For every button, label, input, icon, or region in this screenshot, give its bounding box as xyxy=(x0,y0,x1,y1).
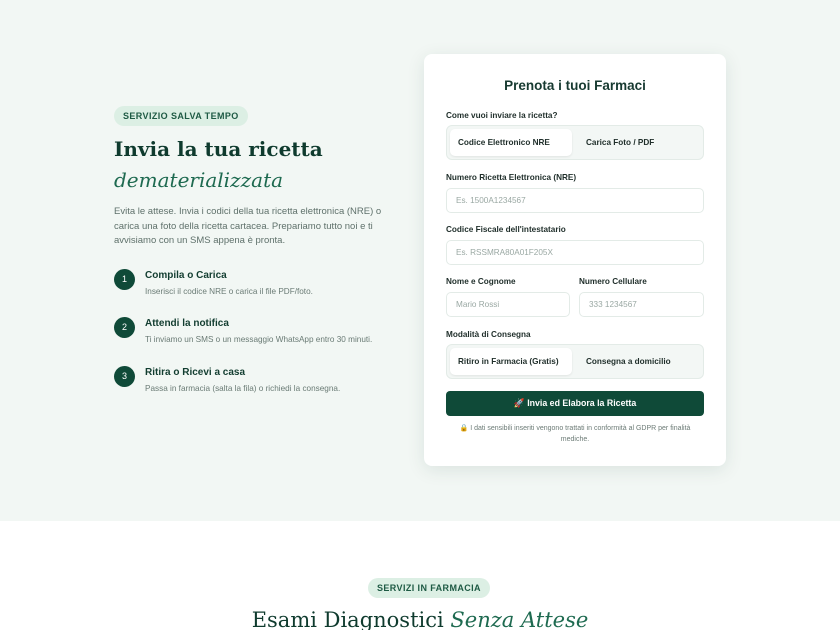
option-home-delivery[interactable]: Consegna a domicilio xyxy=(586,357,671,366)
step-description: Passa in farmacia (salta la fila) o richiedi la consegna. xyxy=(145,384,341,393)
lock-icon: 🔒 xyxy=(459,425,469,432)
privacy-text: I dati sensibili inseriti vengono trattati in conformità al GDPR per finalità mediche. xyxy=(470,425,691,443)
step-description: Inserisci il codice NRE o carica il file PDF/foto. xyxy=(145,287,313,296)
privacy-note xyxy=(454,423,696,445)
tax-code-input[interactable]: Es. RSSMRA80A01F205X xyxy=(446,240,704,265)
submit-label: Invia ed Elabora la Ricetta xyxy=(527,398,637,408)
tax-code-label: Codice Fiscale dell'intestatario xyxy=(446,225,566,234)
send-method-toggle xyxy=(446,125,704,160)
delivery-toggle xyxy=(446,344,704,379)
step-title: Attendi la notifica xyxy=(145,318,229,329)
section-title xyxy=(0,608,840,630)
option-upload-photo[interactable]: Carica Foto / PDF xyxy=(586,138,655,147)
delivery-label: Modalità di Consegna xyxy=(446,330,531,339)
form-title: Prenota i tuoi Farmaci xyxy=(504,78,646,93)
send-method-label: Come vuoi inviare la ricetta? xyxy=(446,111,558,120)
service-badge: SERVIZIO SALVA TEMPO xyxy=(114,106,248,126)
full-name-input[interactable]: Mario Rossi xyxy=(446,292,570,317)
step-1 xyxy=(114,269,404,305)
services-badge: SERVIZI IN FARMACIA xyxy=(368,578,490,598)
option-nre-code[interactable]: Codice Elettronico NRE xyxy=(450,129,572,156)
step-title: Compila o Carica xyxy=(145,270,227,281)
step-number: 2 xyxy=(114,317,135,338)
section-title-plain: Esami Diagnostici xyxy=(251,608,444,630)
nre-label: Numero Ricetta Elettronica (NRE) xyxy=(446,173,577,182)
submit-button[interactable] xyxy=(446,391,704,416)
phone-input[interactable]: 333 1234567 xyxy=(579,292,704,317)
rocket-icon: 🚀 xyxy=(513,398,525,408)
prescription-form-card xyxy=(424,54,726,466)
step-3 xyxy=(114,366,404,402)
step-title: Ritira o Ricevi a casa xyxy=(145,367,246,378)
step-number: 1 xyxy=(114,269,135,290)
nre-input[interactable]: Es. 1500A1234567 xyxy=(446,188,704,213)
step-number: 3 xyxy=(114,366,135,387)
hero-title: Invia la tua ricetta xyxy=(114,137,323,161)
section-title-italic: Senza Attese xyxy=(450,608,589,630)
full-name-label: Nome e Cognome xyxy=(446,277,516,286)
hero-title-italic: dematerializzata xyxy=(114,168,284,192)
phone-label: Numero Cellulare xyxy=(579,277,647,286)
step-2 xyxy=(114,317,404,353)
step-description: Ti inviamo un SMS o un messaggio WhatsApp entro 30 minuti. xyxy=(145,335,373,344)
option-pickup[interactable]: Ritiro in Farmacia (Gratis) xyxy=(450,348,572,375)
hero-description: Evita le attese. Invia i codici della tua ricetta elettronica (NRE) o carica una foto della ricetta cartacea. Prepariamo tutto noi e ti avvisiamo con un SMS appena è pronta. xyxy=(114,206,382,246)
